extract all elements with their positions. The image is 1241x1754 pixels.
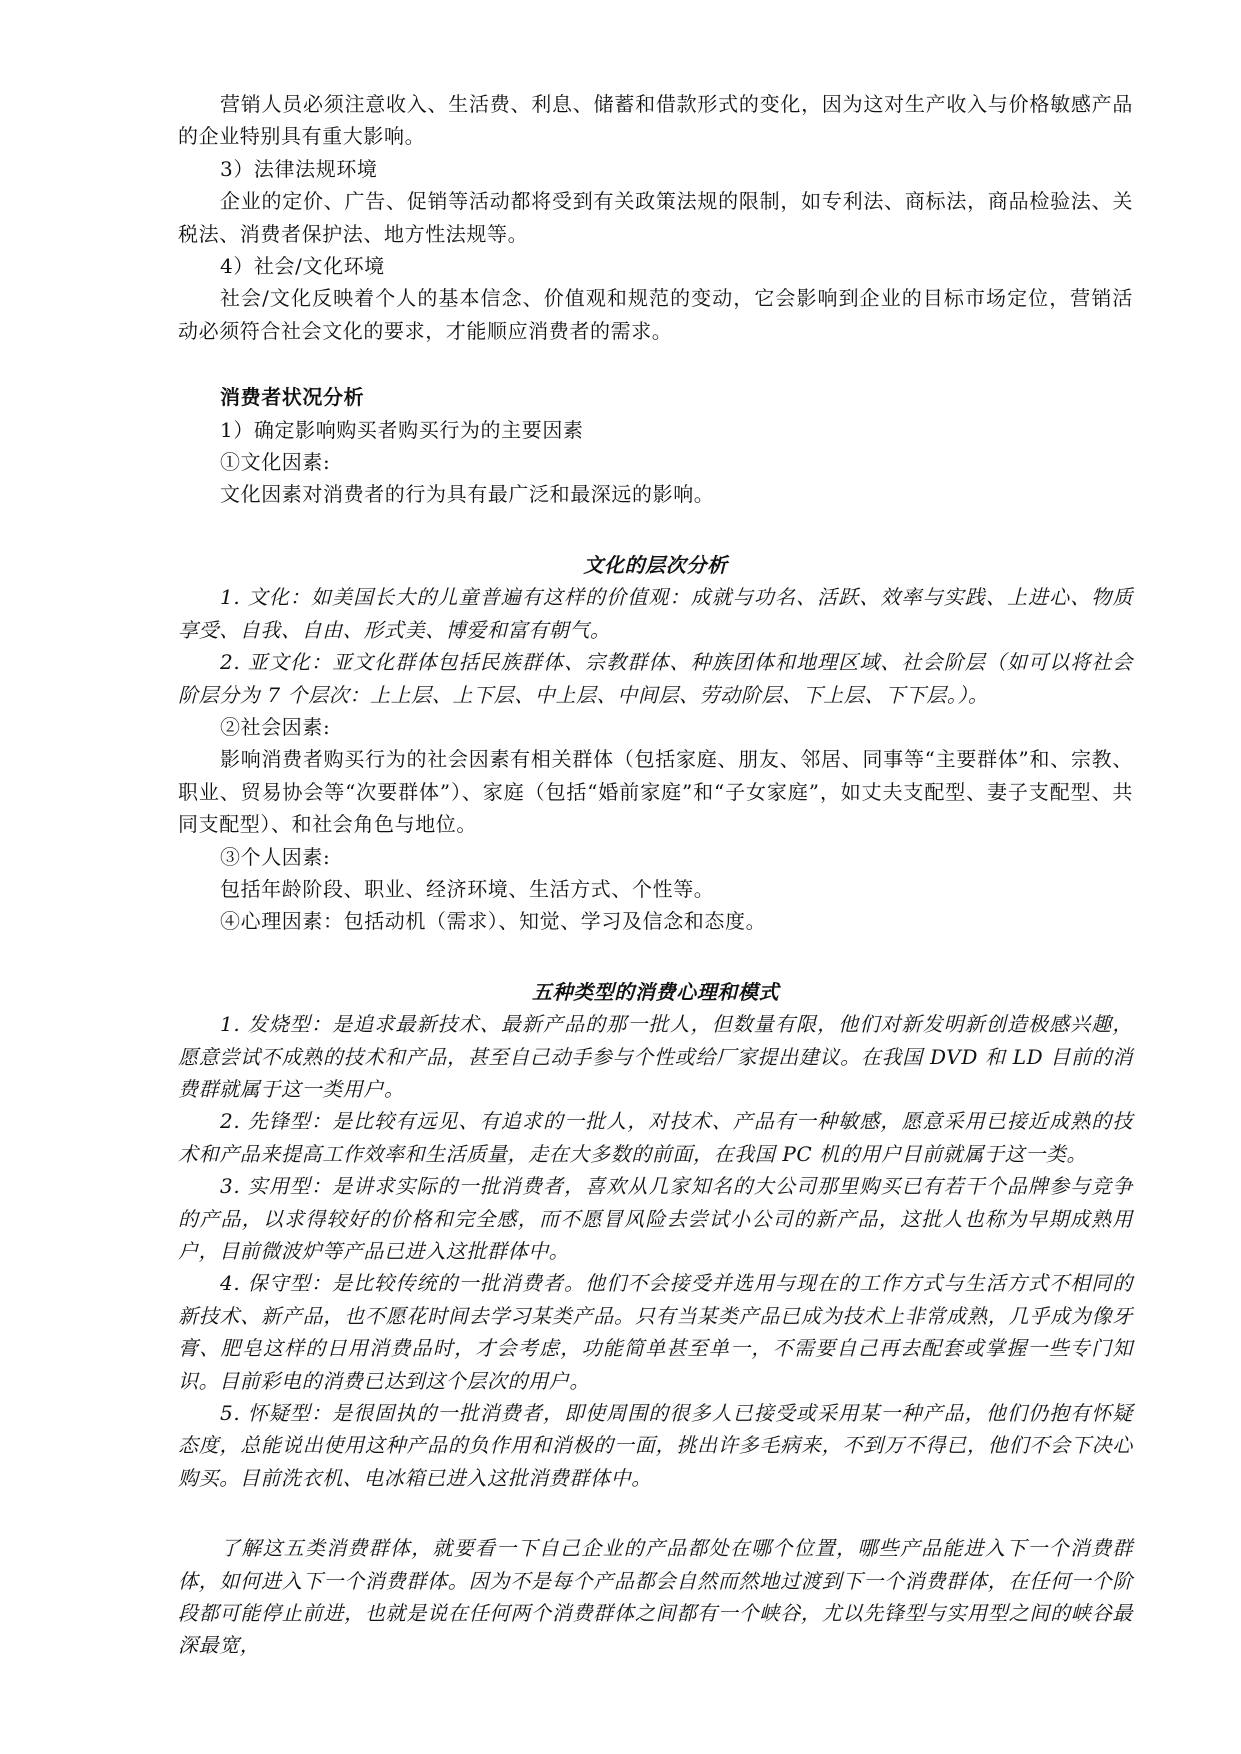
consumer-type-5: 5. 怀疑型：是很固执的一批消费者，即使周围的很多人已接受或采用某一种产品，他们仍抱有怀疑态度，总能说出使用这种产品的负作用和消极的一面，挑出许多毛病来，不到万不得已，他们不会下决心购买。目前洗衣机、电冰箱已进入这批消费群体中。 bbox=[178, 1401, 1133, 1490]
social-factor-label: ②社会因素: bbox=[220, 714, 331, 739]
heading-legal-environment: 3）法律法规环境 bbox=[220, 156, 378, 181]
consumer-type-2: 2. 先锋型：是比较有远见、有追求的一批人，对技术、产品有一种敏感，愿意采用已接近成熟的技术和产品来提高工作效率和生活质量，走在大多数的前面，在我国 PC 机的用户目前就属于这一类。 bbox=[178, 1109, 1133, 1166]
personal-factor-text: 包括年龄阶段、职业、经济环境、生活方式、个性等。 bbox=[220, 876, 715, 901]
closing-paragraph: 了解这五类消费群体，就要看一下自己企业的产品都处在哪个位置，哪些产品能进入下一个消费群体，如何进入下一个消费群体。因为不是每个产品都会自然而然地过渡到下一个消费群体，在任何一个阶段都可能停止前进，也就是说在任何两个消费群体之间都有一个峡谷，尤以先锋型与实用型之间的峡谷最深最宽， bbox=[178, 1536, 1133, 1658]
consumer-type-4: 4. 保守型：是比较传统的一批消费者。他们不会接受并选用与现在的工作方式与生活方式不相同的新技术、新产品，也不愿花时间去学习某类产品。只有当某类产品已成为技术上非常成熟，几乎成为像牙膏、肥皂这样的日用消费品时，才会考虑，功能简单甚至单一，不需要自己再去配套或掌握一些专门知识。目前彩电的消费已达到这个层次的用户。 bbox=[178, 1271, 1133, 1393]
consumer-type-3: 3. 实用型：是讲求实际的一批消费者，喜欢从几家知名的大公司那里购买已有若干个品牌参与竞争的产品，以求得较好的价格和完全感，而不愿冒风险去尝试小公司的新产品，这批人也称为早期成熟用户，目前微波炉等产品已进入这批群体中。 bbox=[178, 1174, 1133, 1263]
social-factor-text: 影响消费者购买行为的社会因素有相关群体（包括家庭、朋友、邻居、同事等“主要群体”和、宗教、职业、贸易协会等“次要群体”）、家庭（包括“婚前家庭”和“子女家庭”，如丈夫支配型、妻子支配型、共同支配型）、和社会角色与地位。 bbox=[178, 747, 1133, 837]
culture-factor-label: ①文化因素: bbox=[220, 450, 331, 475]
consumer-type-1: 1. 发烧型：是追求最新技术、最新产品的那一批人，但数量有限，他们对新发明新创造极感兴趣，愿意尝试不成熟的技术和产品，甚至自己动手参与个性或给厂家提出建议。在我国 DVD 和 LD 目前的消费群就属于这一类用户。 bbox=[178, 1012, 1133, 1101]
paragraph-legal: 企业的定价、广告、促销等活动都将受到有关政策法规的限制，如专利法、商标法，商品检验法、关税法、消费者保护法、地方性法规等。 bbox=[178, 189, 1133, 246]
section-title-culture-levels: 文化的层次分析 bbox=[583, 552, 728, 577]
section-title-five-types: 五种类型的消费心理和模式 bbox=[531, 979, 780, 1004]
culture-level-item-1: 1. 文化：如美国长大的儿童普遍有这样的价值观：成就与功名、活跃、效率与实践、上进心、物质享受、自我、自由、形式美、博爱和富有朝气。 bbox=[178, 585, 1133, 642]
spacer bbox=[178, 1494, 1133, 1532]
spacer bbox=[178, 347, 1133, 381]
spacer bbox=[178, 511, 1133, 549]
spacer bbox=[178, 938, 1133, 976]
psychological-factor-text: ④心理因素：包括动机（需求）、知觉、学习及信念和态度。 bbox=[220, 909, 767, 934]
consumer-item-1: 1）确定影响购买者购买行为的主要因素 bbox=[220, 417, 584, 442]
culture-level-item-2: 2. 亚文化：亚文化群体包括民族群体、宗教群体、种族团体和地理区域、社会阶层（如可以将社会阶层分为 7 个层次：上上层、上下层、中上层、中间层、劳动阶层、下上层、下下层。）。 bbox=[178, 650, 1133, 707]
heading-social-culture-environment: 4）社会/文化环境 bbox=[220, 254, 385, 279]
document-page bbox=[178, 88, 1133, 1662]
culture-factor-text: 文化因素对消费者的行为具有最广泛和最深远的影响。 bbox=[220, 482, 715, 507]
personal-factor-label: ③个人因素: bbox=[220, 844, 331, 869]
section-title-consumer-analysis: 消费者状况分析 bbox=[220, 385, 365, 410]
paragraph-social-culture: 社会/文化反映着个人的基本信念、价值观和规范的变动，它会影响到企业的目标市场定位，营销活动必须符合社会文化的要求，才能顺应消费者的需求。 bbox=[178, 286, 1133, 343]
paragraph-income: 营销人员必须注意收入、生活费、利息、储蓄和借款形式的变化，因为这对生产收入与价格敏感产品的企业特别具有重大影响。 bbox=[178, 92, 1133, 149]
